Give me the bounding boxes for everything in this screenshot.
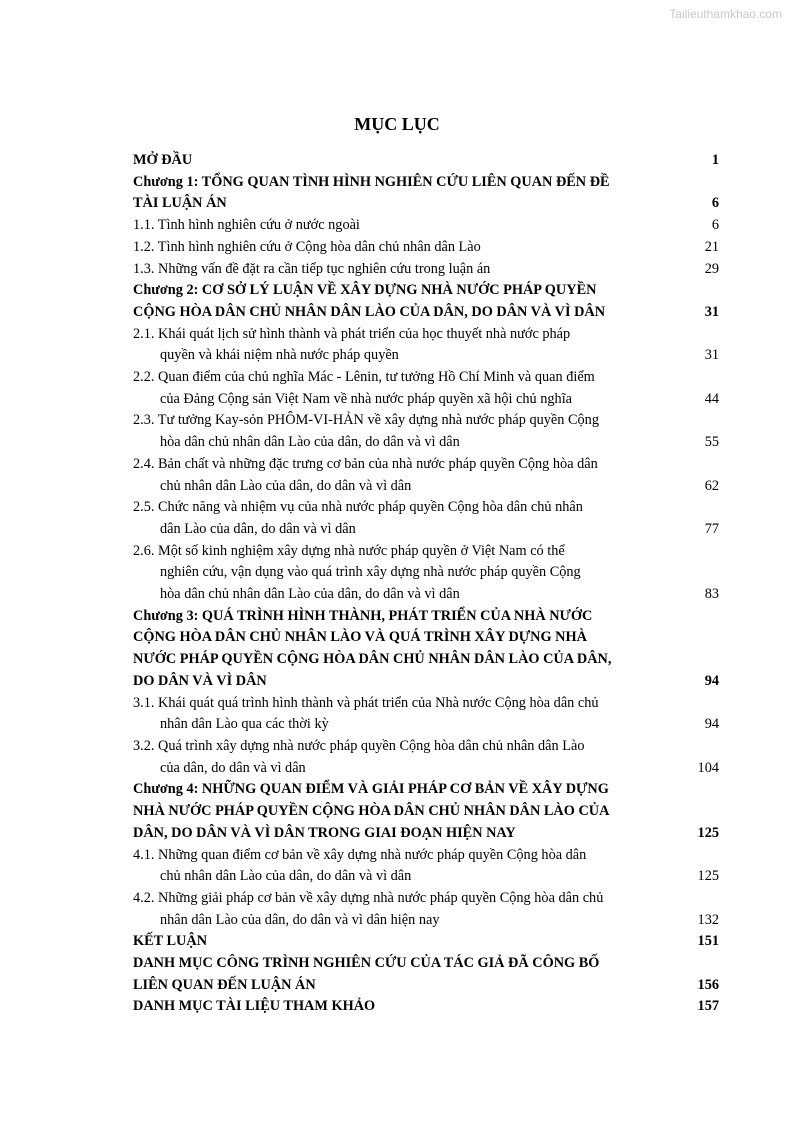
toc-entry-line: 1.2. Tình hình nghiên cứu ở Cộng hòa dân chủ nhân dân Lào: [133, 238, 481, 255]
toc-page-number: 62: [704, 477, 719, 494]
toc-entry-line: nhân dân Lào của dân, do dân và vì dân hiện nay: [160, 911, 440, 928]
toc-entry-text: [133, 324, 705, 367]
toc-entry-text: [133, 931, 698, 953]
toc-entry: [133, 693, 719, 736]
toc-entry: [133, 215, 719, 237]
toc-entry: [133, 779, 719, 844]
toc-entry-text: [133, 606, 705, 693]
toc-entry-line: của dân, do dân và vì dân: [160, 759, 306, 776]
table-of-contents: [133, 150, 719, 1018]
toc-page-number: 29: [704, 260, 719, 277]
toc-entry: [133, 280, 719, 323]
toc-entry: [133, 259, 719, 281]
toc-entry: [133, 237, 719, 259]
toc-page-number: 55: [704, 434, 719, 451]
toc-entry-text: [133, 693, 705, 736]
toc-entry-line: của Đảng Cộng sản Việt Nam về nhà nước pháp quyền xã hội chủ nghĩa: [160, 390, 573, 407]
toc-entry: [133, 410, 719, 453]
toc-entry-line: 1.3. Những vấn đề đặt ra cần tiếp tục nghiên cứu trong luận án: [133, 260, 491, 277]
toc-page-number: 31: [704, 303, 719, 320]
toc-entry-text: [133, 280, 705, 323]
toc-page-number: 44: [704, 390, 719, 407]
toc-entry: [133, 367, 719, 410]
toc-page-number: 1: [711, 152, 719, 168]
toc-entry: [133, 324, 719, 367]
toc-page-number: 132: [697, 911, 719, 928]
toc-entry-text: [133, 541, 705, 606]
toc-entry-line: hòa dân chủ nhân dân Lào của dân, do dân và vì dân: [160, 434, 460, 451]
toc-entry-line: 2.3. Tư tưởng Kay-sỏn PHÔM-VI-HẢN về xây dựng nhà nước pháp quyền Cộng: [133, 412, 599, 429]
toc-entry-text: [133, 497, 705, 540]
toc-entry-text: [133, 259, 705, 281]
toc-entry-line: DÂN, DO DÂN VÀ VÌ DÂN TRONG GIAI ĐOẠN HIỆN NAY: [133, 824, 516, 841]
toc-entry-line: 4.1. Những quan điểm cơ bản về xây dựng nhà nước pháp quyền Cộng hòa dân: [133, 846, 587, 863]
toc-entry-line: KẾT LUẬN: [133, 933, 208, 950]
toc-entry-line: 4.2. Những giải pháp cơ bản về xây dựng nhà nước pháp quyền Cộng hòa dân chủ: [133, 889, 604, 906]
toc-entry-line: Chương 2: CƠ SỞ LÝ LUẬN VỀ XÂY DỰNG NHÀ NƯỚC PHÁP QUYỀN: [133, 282, 597, 299]
toc-page-number: 31: [704, 347, 719, 364]
toc-entry-line: nhân dân Lào qua các thời kỳ: [160, 716, 329, 733]
watermark: Tailieuthamkhao.com: [669, 7, 782, 21]
toc-entry-line: dân Lào của dân, do dân và vì dân: [160, 520, 356, 537]
toc-entry-line: NHÀ NƯỚC PHÁP QUYỀN CỘNG HÒA DÂN CHỦ NHÂN DÂN LÀO CỦA: [133, 803, 610, 820]
toc-entry-text: [133, 888, 698, 931]
toc-entry-line: 2.6. Một số kinh nghiệm xây dựng nhà nước pháp quyền ở Việt Nam có thể: [133, 542, 565, 559]
toc-entry-line: Chương 1: TỔNG QUAN TÌNH HÌNH NGHIÊN CỨU LIÊN QUAN ĐẾN ĐỀ: [133, 173, 610, 190]
toc-entry: [133, 953, 719, 996]
toc-entry-text: [133, 410, 705, 453]
toc-entry-line: CỘNG HÒA DÂN CHỦ NHÂN DÂN LÀO CỦA DÂN, DO DÂN VÀ VÌ DÂN: [133, 303, 606, 320]
toc-entry: [133, 996, 719, 1018]
toc-entry-text: [133, 845, 698, 888]
toc-entry: [133, 931, 719, 953]
toc-entry: [133, 454, 719, 497]
toc-entry-line: 2.2. Quan điểm của chủ nghĩa Mác - Lênin, tư tưởng Hồ Chí Minh và quan điểm: [133, 369, 595, 386]
toc-entry-line: chủ nhân dân Lào của dân, do dân và vì dân: [160, 868, 412, 885]
toc-entry-text: [133, 150, 712, 172]
toc-entry-line: 3.2. Quá trình xây dựng nhà nước pháp quyền Cộng hòa dân chủ nhân dân Lào: [133, 737, 585, 754]
toc-entry-line: LIÊN QUAN ĐẾN LUẬN ÁN: [133, 976, 316, 993]
toc-entry: [133, 606, 719, 693]
toc-entry-text: [133, 172, 712, 215]
toc-entry-text: [133, 454, 705, 497]
toc-entry-line: TÀI LUẬN ÁN: [133, 195, 227, 212]
toc-entry: [133, 497, 719, 540]
toc-entry-line: quyền và khái niệm nhà nước pháp quyền: [160, 347, 399, 364]
toc-entry-line: 1.1. Tình hình nghiên cứu ở nước ngoài: [133, 217, 360, 234]
toc-entry-line: chủ nhân dân Lào của dân, do dân và vì dân: [160, 477, 412, 494]
toc-entry-line: MỞ ĐẦU: [133, 152, 193, 168]
toc-entry-line: 2.4. Bản chất và những đặc trưng cơ bản của nhà nước pháp quyền Cộng hòa dân: [133, 455, 598, 472]
toc-page-number: 151: [697, 933, 719, 950]
toc-entry: [133, 150, 719, 172]
toc-entry-line: Chương 4: NHỮNG QUAN ĐIỂM VÀ GIẢI PHÁP CƠ BẢN VỀ XÂY DỰNG: [133, 781, 609, 798]
toc-entry: [133, 541, 719, 606]
toc-entry-line: nghiên cứu, vận dụng vào quá trình xây dựng nhà nước pháp quyền Cộng: [160, 564, 581, 581]
toc-entry-text: [133, 215, 712, 237]
toc-page-number: 83: [704, 586, 719, 603]
toc-entry-line: CỘNG HÒA DÂN CHỦ NHÂN LÀO VÀ QUÁ TRÌNH XÂY DỰNG NHÀ: [133, 629, 587, 646]
toc-entry: [133, 845, 719, 888]
toc-entry-text: [133, 779, 698, 844]
toc-page-number: 94: [704, 716, 719, 733]
toc-page-number: 157: [697, 998, 719, 1015]
toc-entry-text: [133, 237, 705, 259]
toc-entry-line: 2.5. Chức năng và nhiệm vụ của nhà nước pháp quyền Cộng hòa dân chủ nhân: [133, 499, 583, 516]
toc-entry-text: [133, 367, 705, 410]
toc-entry: [133, 736, 719, 779]
toc-page-number: 6: [711, 217, 719, 234]
toc-entry-line: Chương 3: QUÁ TRÌNH HÌNH THÀNH, PHÁT TRIỂN CỦA NHÀ NƯỚC: [133, 607, 593, 624]
toc-entry-line: DO DÂN VÀ VÌ DÂN: [133, 672, 267, 689]
toc-entry-text: [133, 996, 698, 1018]
toc-entry-text: [133, 736, 698, 779]
toc-page-number: 125: [697, 824, 719, 841]
toc-page-number: 6: [711, 195, 719, 212]
toc-entry-line: hòa dân chủ nhân dân Lào của dân, do dân và vì dân: [160, 586, 460, 603]
toc-entry-text: [133, 953, 698, 996]
toc-page-number: 125: [697, 868, 719, 885]
toc-entry-line: 3.1. Khái quát quá trình hình thành và phát triển của Nhà nước Cộng hòa dân chủ: [133, 694, 599, 711]
page-title: MỤC LỤC: [354, 114, 440, 134]
toc-page-number: 94: [704, 672, 719, 689]
toc-entry: [133, 888, 719, 931]
toc-page-number: 77: [704, 520, 719, 537]
toc-page-number: 21: [704, 238, 719, 255]
toc-entry-line: DANH MỤC CÔNG TRÌNH NGHIÊN CỨU CỦA TÁC GIẢ ĐÃ CÔNG BỐ: [133, 955, 600, 972]
toc-entry: [133, 172, 719, 215]
toc-page-number: 104: [697, 759, 719, 776]
toc-entry-line: NƯỚC PHÁP QUYỀN CỘNG HÒA DÂN CHỦ NHÂN DÂN LÀO CỦA DÂN,: [133, 651, 612, 668]
toc-entry-line: 2.1. Khái quát lịch sử hình thành và phát triển của học thuyết nhà nước pháp: [133, 325, 571, 342]
toc-page-number: 156: [697, 976, 719, 993]
toc-entry-line: DANH MỤC TÀI LIỆU THAM KHẢO: [133, 998, 376, 1015]
